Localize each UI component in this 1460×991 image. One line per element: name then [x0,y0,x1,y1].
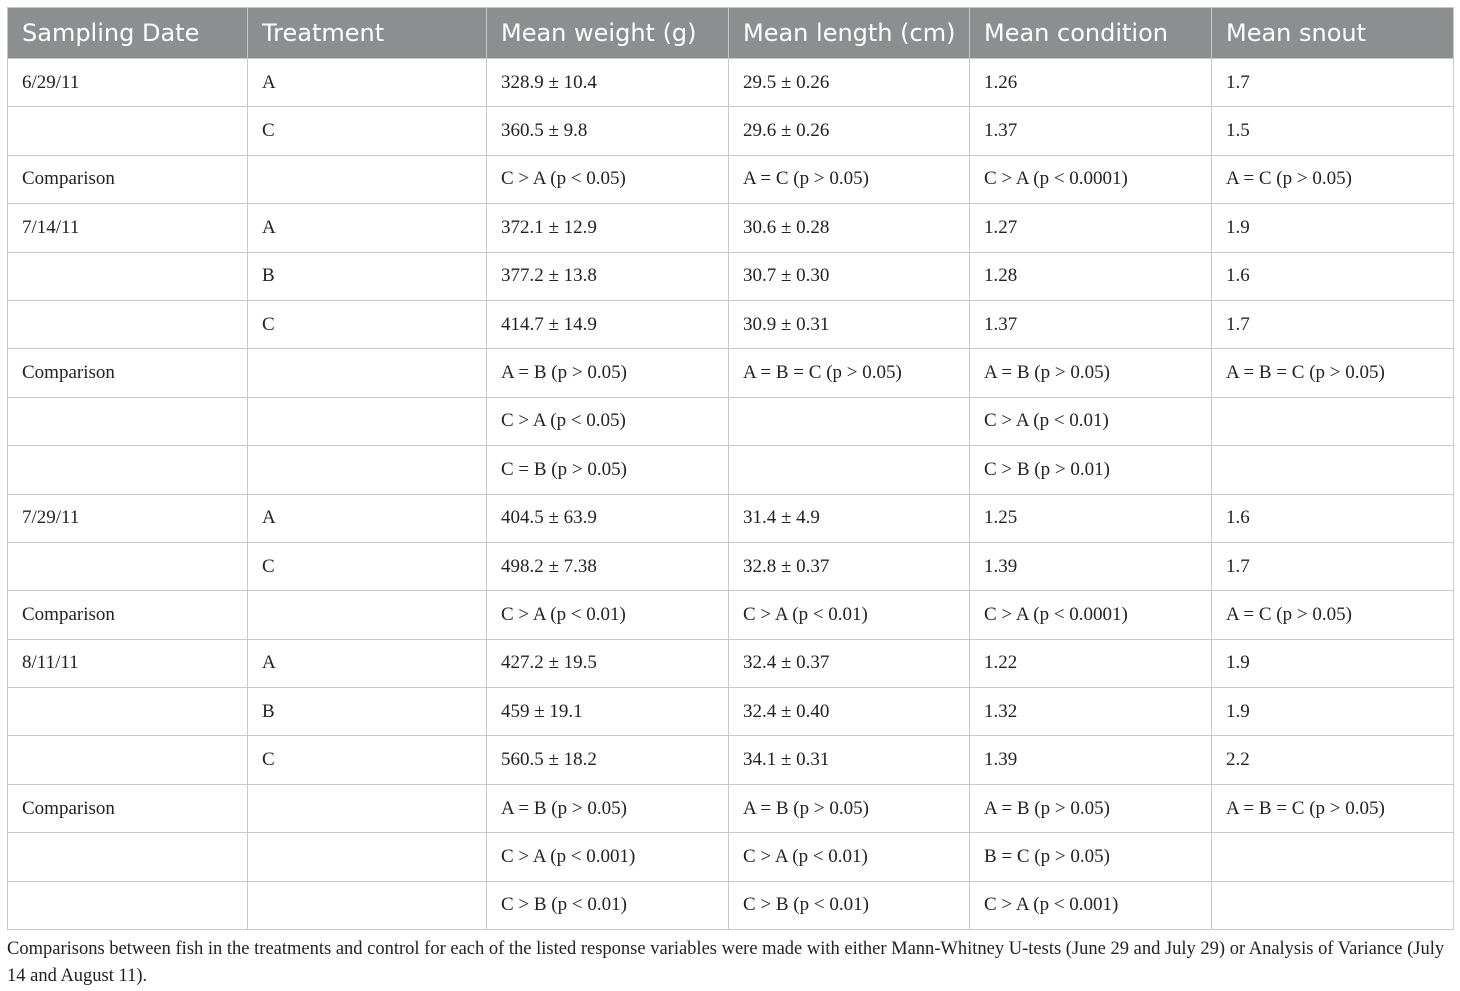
cell-mean-weight: C > A (p < 0.001) [487,833,729,881]
table-header-row [8,8,1454,59]
cell-treatment [248,446,487,494]
header-mean-snout: Mean snout [1212,8,1454,59]
cell-mean-length: 32.4 ± 0.40 [729,688,970,736]
cell-mean-weight: 360.5 ± 9.8 [487,107,729,155]
cell-treatment [248,784,487,832]
cell-mean-snout: A = C (p > 0.05) [1212,591,1454,639]
cell-mean-snout: A = C (p > 0.05) [1212,155,1454,203]
table-row [8,252,1454,300]
cell-treatment: C [248,736,487,784]
cell-mean-condition: A = B (p > 0.05) [970,784,1212,832]
cell-sampling-date [8,252,248,300]
cell-mean-condition: 1.39 [970,736,1212,784]
cell-sampling-date [8,542,248,590]
table-row [8,784,1454,832]
cell-sampling-date [8,446,248,494]
cell-mean-condition: 1.25 [970,494,1212,542]
cell-treatment: C [248,300,487,348]
cell-sampling-date [8,833,248,881]
cell-mean-condition: 1.22 [970,639,1212,687]
cell-treatment: A [248,204,487,252]
cell-mean-length: 34.1 ± 0.31 [729,736,970,784]
cell-mean-length: 32.8 ± 0.37 [729,542,970,590]
cell-sampling-date [8,300,248,348]
table-row [8,494,1454,542]
cell-treatment [248,155,487,203]
cell-mean-weight: 377.2 ± 13.8 [487,252,729,300]
cell-mean-length: C > B (p < 0.01) [729,881,970,929]
cell-sampling-date: 7/29/11 [8,494,248,542]
header-mean-weight: Mean weight (g) [487,8,729,59]
cell-mean-snout: 1.9 [1212,688,1454,736]
header-mean-length: Mean length (cm) [729,8,970,59]
table-row [8,397,1454,445]
cell-mean-weight: C > A (p < 0.05) [487,397,729,445]
cell-sampling-date [8,397,248,445]
cell-mean-length: 30.6 ± 0.28 [729,204,970,252]
cell-sampling-date: 6/29/11 [8,59,248,107]
table-row [8,446,1454,494]
table-row [8,542,1454,590]
table-row [8,833,1454,881]
table-row [8,155,1454,203]
cell-mean-weight: 414.7 ± 14.9 [487,300,729,348]
cell-mean-snout: 1.7 [1212,542,1454,590]
cell-mean-snout [1212,446,1454,494]
cell-mean-condition: 1.27 [970,204,1212,252]
cell-mean-weight: 372.1 ± 12.9 [487,204,729,252]
cell-mean-condition: 1.26 [970,59,1212,107]
cell-mean-condition: C > A (p < 0.0001) [970,591,1212,639]
cell-mean-condition: 1.39 [970,542,1212,590]
cell-mean-length: A = B = C (p > 0.05) [729,349,970,397]
table-row [8,639,1454,687]
cell-mean-length: 29.5 ± 0.26 [729,59,970,107]
table-row [8,107,1454,155]
cell-mean-weight: 459 ± 19.1 [487,688,729,736]
cell-mean-condition: 1.28 [970,252,1212,300]
table-row [8,881,1454,929]
cell-mean-weight: C = B (p > 0.05) [487,446,729,494]
table-row [8,204,1454,252]
cell-mean-length: C > A (p < 0.01) [729,833,970,881]
table-row [8,300,1454,348]
cell-sampling-date: Comparison [8,155,248,203]
table-row [8,349,1454,397]
cell-treatment: C [248,542,487,590]
cell-mean-condition: 1.37 [970,300,1212,348]
cell-treatment: A [248,59,487,107]
cell-mean-weight: 498.2 ± 7.38 [487,542,729,590]
cell-mean-weight: 404.5 ± 63.9 [487,494,729,542]
cell-mean-weight: 427.2 ± 19.5 [487,639,729,687]
cell-mean-snout: A = B = C (p > 0.05) [1212,784,1454,832]
header-sampling-date: Sampling Date [8,8,248,59]
header-treatment: Treatment [248,8,487,59]
cell-mean-length: A = C (p > 0.05) [729,155,970,203]
results-table [7,7,1454,930]
header-mean-condition: Mean condition [970,8,1212,59]
cell-sampling-date [8,107,248,155]
cell-mean-snout: 1.9 [1212,204,1454,252]
cell-mean-snout [1212,833,1454,881]
cell-mean-length: 32.4 ± 0.37 [729,639,970,687]
cell-mean-snout [1212,397,1454,445]
cell-mean-weight: 328.9 ± 10.4 [487,59,729,107]
cell-treatment: C [248,107,487,155]
cell-treatment [248,833,487,881]
cell-sampling-date: Comparison [8,591,248,639]
cell-mean-condition: C > A (p < 0.001) [970,881,1212,929]
table-row [8,59,1454,107]
cell-mean-snout: A = B = C (p > 0.05) [1212,349,1454,397]
cell-mean-length: 29.6 ± 0.26 [729,107,970,155]
cell-treatment [248,349,487,397]
cell-treatment: B [248,688,487,736]
cell-mean-weight: A = B (p > 0.05) [487,349,729,397]
cell-treatment [248,397,487,445]
cell-mean-condition: C > A (p < 0.01) [970,397,1212,445]
cell-mean-length: C > A (p < 0.01) [729,591,970,639]
table-footnote: Comparisons between fish in the treatments and control for each of the listed response variables were made with either Mann-Whitney U-tests (June 29 and July 29) or Analysis of Variance (July 14 and August 11). [7,939,1445,986]
cell-sampling-date: 8/11/11 [8,639,248,687]
cell-mean-length [729,397,970,445]
cell-mean-snout: 1.7 [1212,59,1454,107]
cell-treatment: B [248,252,487,300]
cell-mean-snout: 1.9 [1212,639,1454,687]
cell-mean-length [729,446,970,494]
cell-sampling-date: Comparison [8,349,248,397]
cell-mean-condition: A = B (p > 0.05) [970,349,1212,397]
cell-sampling-date [8,736,248,784]
cell-mean-length: A = B (p > 0.05) [729,784,970,832]
cell-mean-snout: 2.2 [1212,736,1454,784]
cell-mean-weight: C > A (p < 0.05) [487,155,729,203]
cell-mean-length: 30.7 ± 0.30 [729,252,970,300]
cell-treatment [248,881,487,929]
cell-mean-condition: C > A (p < 0.0001) [970,155,1212,203]
cell-mean-weight: C > B (p < 0.01) [487,881,729,929]
cell-mean-weight: 560.5 ± 18.2 [487,736,729,784]
cell-mean-snout [1212,881,1454,929]
cell-mean-snout: 1.7 [1212,300,1454,348]
cell-mean-condition: C > B (p > 0.01) [970,446,1212,494]
cell-treatment: A [248,494,487,542]
table-row [8,736,1454,784]
table-body [8,59,1454,930]
cell-mean-snout: 1.5 [1212,107,1454,155]
cell-mean-length: 31.4 ± 4.9 [729,494,970,542]
cell-sampling-date [8,881,248,929]
cell-mean-weight: A = B (p > 0.05) [487,784,729,832]
results-table-container [7,7,1453,930]
cell-sampling-date: Comparison [8,784,248,832]
cell-treatment [248,591,487,639]
cell-mean-snout: 1.6 [1212,494,1454,542]
cell-mean-snout: 1.6 [1212,252,1454,300]
cell-mean-condition: 1.37 [970,107,1212,155]
cell-sampling-date: 7/14/11 [8,204,248,252]
table-row [8,688,1454,736]
cell-sampling-date [8,688,248,736]
cell-mean-length: 30.9 ± 0.31 [729,300,970,348]
cell-mean-condition: 1.32 [970,688,1212,736]
cell-treatment: A [248,639,487,687]
table-row [8,591,1454,639]
cell-mean-weight: C > A (p < 0.01) [487,591,729,639]
cell-mean-condition: B = C (p > 0.05) [970,833,1212,881]
